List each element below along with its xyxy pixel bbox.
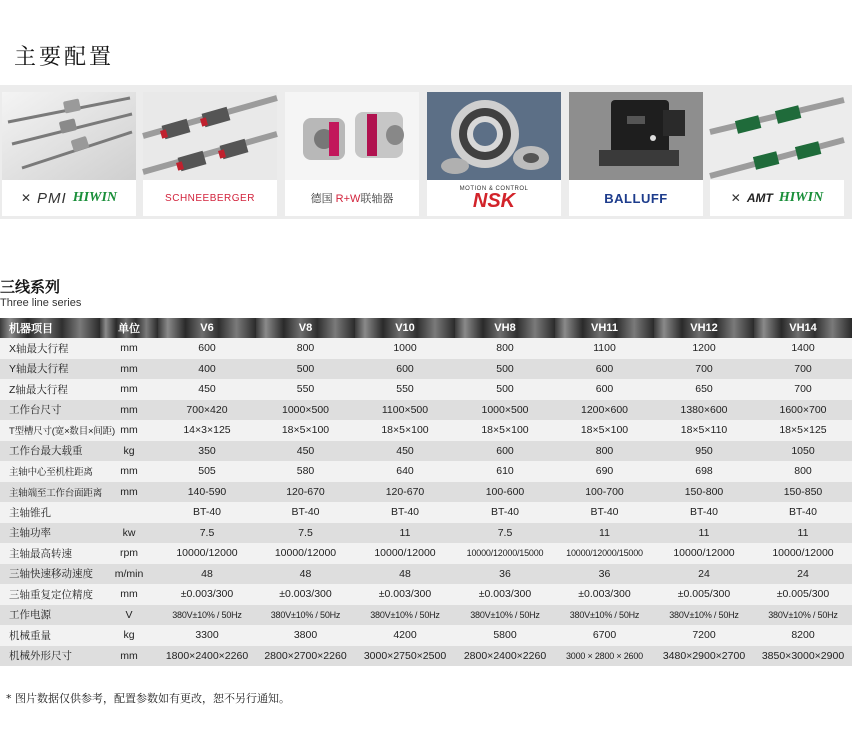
table-cell: 380V±10% / 50Hz: [355, 605, 455, 626]
table-cell: 380V±10% / 50Hz: [654, 605, 754, 626]
table-row: [0, 400, 852, 421]
row-label: 主轴功率: [0, 523, 100, 544]
table-row: [0, 584, 852, 605]
table-cell: 1200: [654, 338, 754, 359]
pmi-logo-icon: ✕: [20, 191, 32, 205]
table-row: [0, 338, 852, 359]
table-header-row: [0, 318, 852, 338]
ballscrew-tile: [2, 92, 136, 216]
table-cell: 380V±10% / 50Hz: [555, 605, 654, 626]
table-cell: 380V±10% / 50Hz: [455, 605, 555, 626]
table-cell: 120-670: [256, 482, 355, 503]
row-unit: mm: [100, 379, 158, 400]
balluff-brand: BALLUFF: [604, 190, 668, 206]
table-cell: BT-40: [754, 502, 852, 523]
table-cell: 1000×500: [256, 400, 355, 421]
header-model: VH12: [654, 318, 754, 338]
table-cell: 3850×3000×2900: [754, 646, 852, 667]
table-cell: 1100×500: [355, 400, 455, 421]
table-cell: 380V±10% / 50Hz: [754, 605, 852, 626]
table-cell: ±0.003/300: [455, 584, 555, 605]
linear-guide-brands: [143, 180, 277, 216]
row-unit: mm: [100, 420, 158, 441]
sensor-brands: [569, 180, 703, 216]
header-unit: 单位: [100, 318, 158, 338]
table-cell: 10000/12000: [754, 543, 852, 564]
table-cell: 48: [256, 564, 355, 585]
table-cell: 11: [355, 523, 455, 544]
table-cell: 800: [256, 338, 355, 359]
row-unit: mm: [100, 482, 158, 503]
row-unit: mm: [100, 400, 158, 421]
table-cell: 380V±10% / 50Hz: [256, 605, 355, 626]
table-cell: 10000/12000/15000: [555, 543, 654, 564]
table-cell: 6700: [555, 625, 654, 646]
table-cell: 450: [158, 379, 256, 400]
coupling-tile: [285, 92, 419, 216]
hiwin-brand-2: HIWIN: [778, 190, 824, 205]
page-title: 主要配置: [14, 45, 115, 70]
table-cell: 100-600: [455, 482, 555, 503]
table-cell: 550: [355, 379, 455, 400]
table-cell: 3300: [158, 625, 256, 646]
table-cell: 5800: [455, 625, 555, 646]
table-cell: 11: [555, 523, 654, 544]
header-model: V6: [158, 318, 256, 338]
table-cell: 7.5: [455, 523, 555, 544]
table-cell: ±0.005/300: [654, 584, 754, 605]
row-unit: kg: [100, 441, 158, 462]
table-row: [0, 646, 852, 667]
bearing-brands: [427, 180, 561, 216]
table-cell: BT-40: [455, 502, 555, 523]
table-cell: 10000/12000: [654, 543, 754, 564]
row-unit: mm: [100, 359, 158, 380]
table-cell: 24: [654, 564, 754, 585]
table-cell: 450: [355, 441, 455, 462]
table-row: [0, 482, 852, 503]
table-cell: 7.5: [256, 523, 355, 544]
component-gallery: [0, 85, 852, 219]
table-cell: 10000/12000/15000: [455, 543, 555, 564]
row-label: 机械重量: [0, 625, 100, 646]
footnote: * 图片数据仅供参考，配置参数如有更改，恕不另行通知。: [6, 692, 290, 705]
hiwin-brand: HIWIN: [72, 190, 118, 205]
header-item: 机器项目: [0, 318, 100, 338]
table-cell: 150-850: [754, 482, 852, 503]
table-cell: 1400: [754, 338, 852, 359]
table-cell: 610: [455, 461, 555, 482]
amt-brand: AMT: [746, 191, 773, 205]
table-cell: 18×5×100: [455, 420, 555, 441]
row-unit: mm: [100, 584, 158, 605]
row-label: 主轴中心至机柱距离: [0, 461, 100, 482]
linear-guide-image: [143, 92, 277, 180]
section-subtitle: Three line series: [0, 297, 82, 309]
table-cell: 950: [654, 441, 754, 462]
table-cell: 500: [256, 359, 355, 380]
table-cell: 1200×600: [555, 400, 654, 421]
table-cell: 500: [455, 359, 555, 380]
row-label: 工作台尺寸: [0, 400, 100, 421]
table-cell: 700: [754, 379, 852, 400]
table-cell: 1000×500: [455, 400, 555, 421]
table-cell: BT-40: [256, 502, 355, 523]
table-cell: 3000 × 2800 × 2600: [555, 646, 654, 667]
sensor-tile: [569, 92, 703, 216]
table-cell: 800: [455, 338, 555, 359]
table-cell: BT-40: [555, 502, 654, 523]
table-cell: 1800×2400×2260: [158, 646, 256, 667]
table-cell: 36: [555, 564, 654, 585]
table-cell: 600: [158, 338, 256, 359]
table-row: [0, 461, 852, 482]
bearing-tile: [427, 92, 561, 216]
table-cell: 400: [158, 359, 256, 380]
table-cell: 1600×700: [754, 400, 852, 421]
row-unit: mm: [100, 646, 158, 667]
linear-rail-image: [710, 92, 844, 180]
table-cell: 48: [355, 564, 455, 585]
table-cell: 580: [256, 461, 355, 482]
table-cell: BT-40: [654, 502, 754, 523]
table-cell: 48: [158, 564, 256, 585]
table-body: [0, 338, 852, 666]
row-label: T型槽尺寸(宽×数目×间距): [0, 420, 100, 441]
table-cell: 7.5: [158, 523, 256, 544]
table-cell: 14×3×125: [158, 420, 256, 441]
bearing-image: [427, 92, 561, 180]
table-cell: 18×5×100: [355, 420, 455, 441]
table-cell: 550: [256, 379, 355, 400]
row-label: 三轴重复定位精度: [0, 584, 100, 605]
table-cell: 140-590: [158, 482, 256, 503]
coupling-brands: [285, 180, 419, 216]
table-row: [0, 605, 852, 626]
table-cell: 700: [754, 359, 852, 380]
table-cell: 8200: [754, 625, 852, 646]
pmi-brand: PMI: [37, 189, 67, 207]
table-cell: 150-800: [654, 482, 754, 503]
table-row: [0, 625, 852, 646]
table-cell: 7200: [654, 625, 754, 646]
table-cell: 600: [555, 359, 654, 380]
table-row: [0, 420, 852, 441]
table-row: [0, 359, 852, 380]
row-label: 机械外形尺寸: [0, 646, 100, 667]
table-cell: 3480×2900×2700: [654, 646, 754, 667]
table-row: [0, 543, 852, 564]
header-model: VH11: [555, 318, 654, 338]
table-cell: 3000×2750×2500: [355, 646, 455, 667]
row-unit: kw: [100, 523, 158, 544]
row-label: 工作台最大载重: [0, 441, 100, 462]
table-cell: 11: [654, 523, 754, 544]
table-cell: 800: [555, 441, 654, 462]
table-cell: 600: [355, 359, 455, 380]
table-row: [0, 441, 852, 462]
coupling-image: [285, 92, 419, 180]
ballscrew-brands: [2, 180, 136, 216]
table-row: [0, 523, 852, 544]
table-cell: 600: [555, 379, 654, 400]
row-label: 主轴锥孔: [0, 502, 100, 523]
row-unit: [100, 502, 158, 523]
row-unit: mm: [100, 338, 158, 359]
table-cell: 700: [654, 359, 754, 380]
table-cell: 36: [455, 564, 555, 585]
table-row: [0, 564, 852, 585]
row-label: X轴最大行程: [0, 338, 100, 359]
table-cell: 11: [754, 523, 852, 544]
linear-rail-brands: [710, 180, 844, 216]
nsk-tagline: MOTION & CONTROL: [459, 186, 529, 192]
header-model: V10: [355, 318, 455, 338]
table-cell: 500: [455, 379, 555, 400]
table-cell: 3800: [256, 625, 355, 646]
table-cell: 690: [555, 461, 654, 482]
table-cell: 100-700: [555, 482, 654, 503]
table-cell: 505: [158, 461, 256, 482]
table-cell: 600: [455, 441, 555, 462]
row-label: 主轴端至工作台面距离: [0, 482, 100, 503]
table-cell: ±0.003/300: [355, 584, 455, 605]
table-cell: 18×5×125: [754, 420, 852, 441]
row-label: 三轴快速移动速度: [0, 564, 100, 585]
table-cell: ±0.003/300: [158, 584, 256, 605]
table-cell: 650: [654, 379, 754, 400]
table-cell: 10000/12000: [256, 543, 355, 564]
table-cell: ±0.003/300: [256, 584, 355, 605]
row-unit: kg: [100, 625, 158, 646]
table-cell: 350: [158, 441, 256, 462]
table-cell: 1100: [555, 338, 654, 359]
row-unit: mm: [100, 461, 158, 482]
table-cell: BT-40: [158, 502, 256, 523]
table-cell: 1000: [355, 338, 455, 359]
row-unit: rpm: [100, 543, 158, 564]
rw-brand: 德国 R+W联轴器: [310, 193, 394, 205]
table-cell: 450: [256, 441, 355, 462]
amt-logo-icon: ✕: [730, 191, 741, 205]
table-cell: 2800×2400×2260: [455, 646, 555, 667]
row-unit: m/min: [100, 564, 158, 585]
table-cell: 698: [654, 461, 754, 482]
table-cell: 10000/12000: [355, 543, 455, 564]
header-model: VH8: [455, 318, 555, 338]
table-cell: 1050: [754, 441, 852, 462]
schneeberger-brand: SCHNEEBERGER: [165, 192, 255, 204]
table-cell: BT-40: [355, 502, 455, 523]
linear-guide-tile: [143, 92, 277, 216]
row-label: Z轴最大行程: [0, 379, 100, 400]
table-cell: 24: [754, 564, 852, 585]
table-row: [0, 502, 852, 523]
row-label: 主轴最高转速: [0, 543, 100, 564]
table-cell: 18×5×110: [654, 420, 754, 441]
table-cell: 4200: [355, 625, 455, 646]
table-cell: 18×5×100: [256, 420, 355, 441]
nsk-brand: NSK: [472, 190, 516, 212]
ballscrew-image: [2, 92, 136, 180]
table-cell: ±0.005/300: [754, 584, 852, 605]
table-cell: 18×5×100: [555, 420, 654, 441]
table-cell: ±0.003/300: [555, 584, 654, 605]
row-label: Y轴最大行程: [0, 359, 100, 380]
row-label: 工作电源: [0, 605, 100, 626]
header-model: V8: [256, 318, 355, 338]
table-cell: 800: [754, 461, 852, 482]
sensor-image: [569, 92, 703, 180]
table-cell: 700×420: [158, 400, 256, 421]
row-unit: V: [100, 605, 158, 626]
header-model: VH14: [754, 318, 852, 338]
table-cell: 640: [355, 461, 455, 482]
spec-table: [0, 318, 852, 666]
table-row: [0, 379, 852, 400]
linear-rail-tile: [710, 92, 844, 216]
table-cell: 1380×600: [654, 400, 754, 421]
table-cell: 2800×2700×2260: [256, 646, 355, 667]
section-title: 三线系列: [0, 278, 61, 296]
table-cell: 10000/12000: [158, 543, 256, 564]
table-cell: 120-670: [355, 482, 455, 503]
table-cell: 380V±10% / 50Hz: [158, 605, 256, 626]
